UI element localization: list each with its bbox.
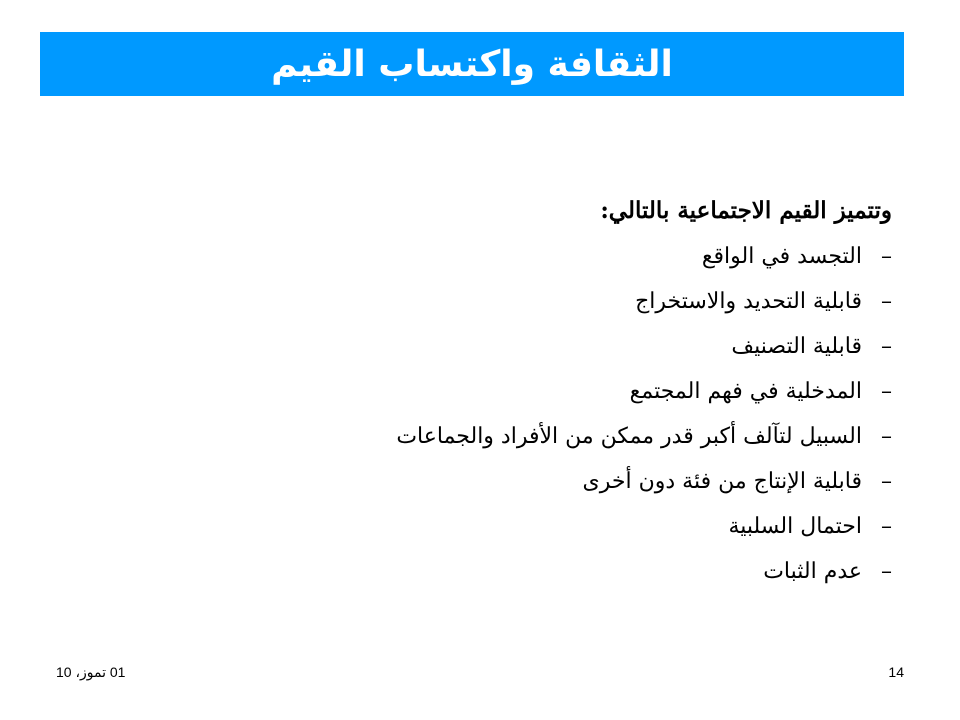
list-item-text: قابلية التحديد والاستخراج xyxy=(635,289,862,314)
dash-bullet: – xyxy=(881,514,892,539)
list-item xyxy=(292,459,892,504)
intro-text: وتتميز القيم الاجتماعية بالتالي: xyxy=(600,197,892,224)
list-item xyxy=(292,549,892,594)
list-item-text: احتمال السلبية xyxy=(728,514,862,539)
dash-bullet: – xyxy=(881,379,892,404)
list-item-text: قابلية التصنيف xyxy=(731,334,862,359)
dash-bullet: – xyxy=(881,469,892,494)
list-item xyxy=(292,234,892,279)
list-item-text: عدم الثبات xyxy=(763,559,862,584)
bullet-list xyxy=(292,234,892,594)
page-number: 14 xyxy=(888,664,904,680)
footer-date: 01 تموز، 10 xyxy=(56,664,126,680)
list-item xyxy=(292,369,892,414)
dash-bullet: – xyxy=(881,334,892,359)
slide-title: الثقافة واكتساب القيم xyxy=(271,43,673,85)
list-item-text: السبيل لتآلف أكبر قدر ممكن من الأفراد والجماعات xyxy=(396,424,862,449)
dash-bullet: – xyxy=(881,424,892,449)
list-item xyxy=(292,414,892,459)
dash-bullet: – xyxy=(881,244,892,269)
dash-bullet: – xyxy=(881,289,892,314)
list-item xyxy=(292,279,892,324)
list-item xyxy=(292,504,892,549)
list-item-text: المدخلية في فهم المجتمع xyxy=(629,379,862,404)
list-item xyxy=(292,324,892,369)
list-item-text: التجسد في الواقع xyxy=(701,244,862,269)
title-bar xyxy=(40,32,904,96)
list-item-text: قابلية الإنتاج من فئة دون أخرى xyxy=(582,469,862,494)
slide-body xyxy=(292,188,892,594)
dash-bullet: – xyxy=(881,559,892,584)
